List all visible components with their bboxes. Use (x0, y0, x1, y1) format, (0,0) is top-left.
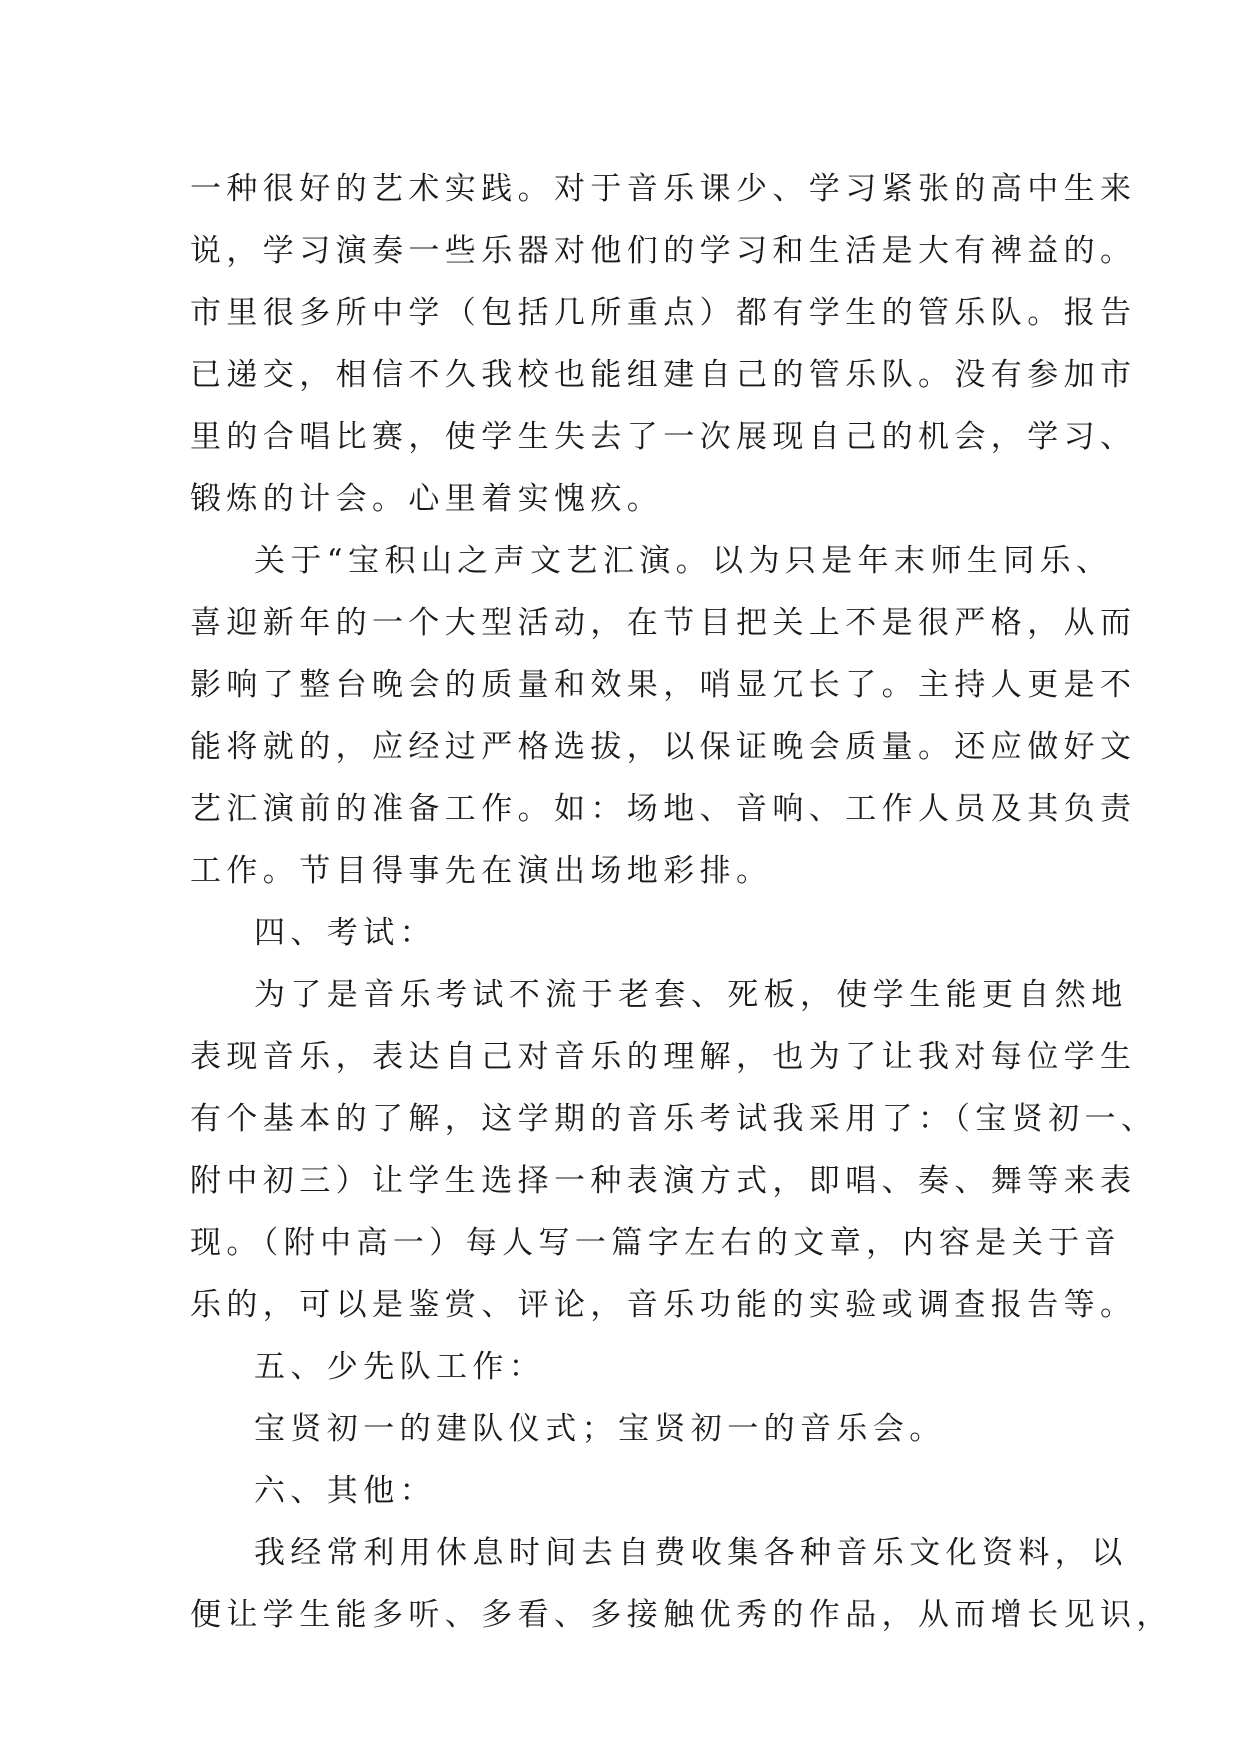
section-heading: 五、少先队工作： (254, 1349, 546, 1385)
text-line: 能将就的，应经过严格选拔，以保证晚会质量。还应做好文 (190, 729, 1137, 765)
paragraph-first-line: 宝贤初一的建队仪式；宝贤初一的音乐会。 (254, 1411, 946, 1447)
section-heading: 六、其他： (254, 1473, 436, 1509)
text-line: 影响了整台晚会的质量和效果，哨显冗长了。主持人更是不 (190, 667, 1137, 703)
text-line: 一种很好的艺术实践。对于音乐课少、学习紧张的高中生来 (190, 171, 1137, 207)
text-line: 附中初三）让学生选择一种表演方式，即唱、奏、舞等来表 (190, 1163, 1137, 1199)
text-line: 锻炼的计会。心里着实愧疚。 (190, 481, 664, 517)
text-line: 现。（附中高一）每人写一篇字左右的文章，内容是关于音 (190, 1225, 1121, 1261)
text-line: 有个基本的了解，这学期的音乐考试我采用了：（宝贤初一、 (190, 1101, 1158, 1137)
text-line: 表现音乐，表达自己对音乐的理解，也为了让我对每位学生 (190, 1039, 1137, 1075)
paragraph-first-line: 我经常利用休息时间去自费收集各种音乐文化资料，以 (254, 1535, 1128, 1571)
text-line: 艺汇演前的准备工作。如：场地、音响、工作人员及其负责 (190, 791, 1137, 827)
text-line: 喜迎新年的一个大型活动，在节目把关上不是很严格，从而 (190, 605, 1137, 641)
paragraph-first-line: 为了是音乐考试不流于老套、死板，使学生能更自然地 (254, 977, 1128, 1013)
text-line: 乐的，可以是鉴赏、评论，音乐功能的实验或调查报告等。 (190, 1287, 1137, 1323)
text-line: 里的合唱比赛，使学生失去了一次展现自己的机会，学习、 (190, 419, 1137, 455)
text-line: 市里很多所中学（包括几所重点）都有学生的管乐队。报告 (190, 295, 1137, 331)
text-line: 说，学习演奏一些乐器对他们的学习和生活是大有裨益的。 (190, 233, 1137, 269)
section-heading: 四、考试： (254, 915, 436, 951)
text-line: 工作。节目得事先在演出场地彩排。 (190, 853, 773, 889)
document-body (190, 158, 1173, 1646)
paragraph-first-line: 关于“宝积山之声文艺汇演。以为只是年末师生同乐、 (254, 543, 1113, 579)
text-line: 便让学生能多听、多看、多接触优秀的作品，从而增长见识， (190, 1597, 1173, 1633)
text-line: 已递交，相信不久我校也能组建自己的管乐队。没有参加市 (190, 357, 1137, 393)
